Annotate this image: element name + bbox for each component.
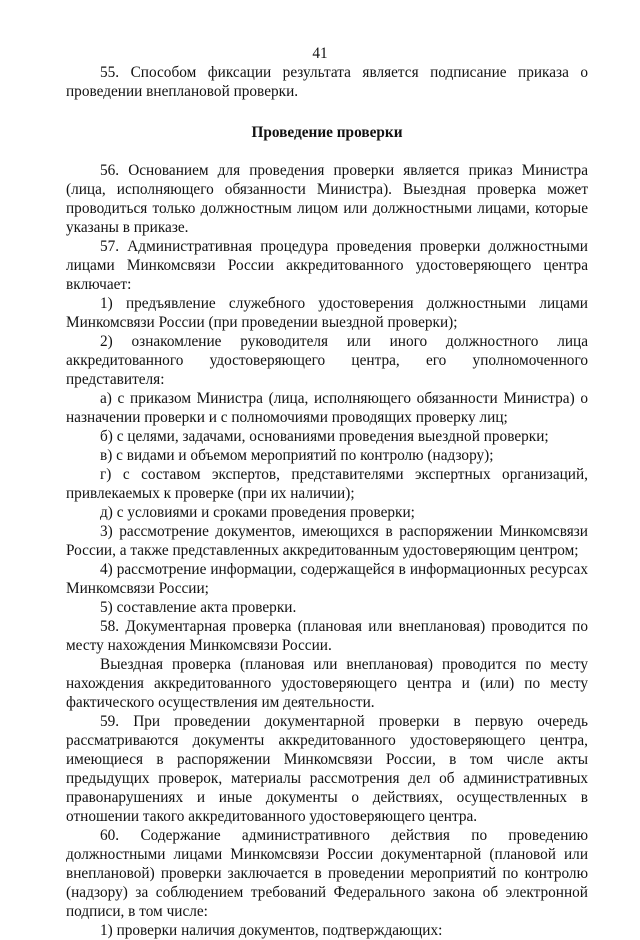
paragraph-58-onsite: Выездная проверка (плановая или внеплановая) проводится по месту нахождения аккредитованного удостоверяющего центра и (или) по месту фактического осуществления им деятельности.	[66, 656, 588, 711]
paragraph-59: 59. При проведении документарной проверки в первую очередь рассматриваются документы аккредитованного удостоверяющего центра, имеющиеся в распоряжении Минкомсвязи России, в том числе акты предыдущих проверок, материалы рассмотрения дел об административных правонарушениях и иные документы о действиях, осуществленных в отношении такого аккредитованного удостоверяющего центра.	[66, 713, 588, 825]
paragraph-56: 56. Основанием для проведения проверки является приказ Министра (лица, исполняющего обязанности Министра). Выездная проверка может проводиться только должностным лицом или должностными лицами, которые указаны в приказе.	[66, 162, 588, 236]
paragraph-57-item-2e: д) с условиями и сроками проведения проверки;	[100, 504, 415, 521]
paragraph-57-item-4: 4) рассмотрение информации, содержащейся в информационных ресурсах Минкомсвязи России;	[66, 561, 588, 597]
paragraph-57-item-2b: б) с целями, задачами, основаниями проведения выездной проверки;	[100, 428, 549, 445]
paragraph-57-item-5: 5) составление акта проверки.	[100, 599, 297, 616]
section-heading: Проведение проверки	[251, 124, 403, 141]
paragraph-57-item-2a: а) с приказом Министра (лица, исполняющего обязанности Министра) о назначении проверки и с полномочиями проводящих проверку лиц;	[66, 390, 588, 426]
paragraph-58: 58. Документарная проверка (плановая или внеплановая) проводится по месту нахождения Минкомсвязи России.	[66, 618, 588, 654]
paragraph-57-item-2c: в) с видами и объемом мероприятий по контролю (надзору);	[100, 447, 494, 464]
paragraph-57-item-1: 1) предъявление служебного удостоверения должностными лицами Минкомсвязи России (при проведении выездной проверки);	[66, 295, 588, 331]
paragraph-57-item-3: 3) рассмотрение документов, имеющихся в распоряжении Минкомсвязи России, а также представленных аккредитованным удостоверяющим центром;	[66, 523, 588, 559]
paragraph-57: 57. Административная процедура проведения проверки должностными лицами Минкомсвязи России аккредитованного удостоверяющего центра включает:	[66, 238, 588, 293]
paragraph-57-item-2d: г) с составом экспертов, представителями экспертных организаций, привлекаемых к проверке (при их наличии);	[66, 466, 588, 502]
paragraph-55: 55. Способом фиксации результата является подписание приказа о проведении внеплановой проверки.	[66, 64, 588, 100]
paragraph-60-item-1: 1) проверки наличия документов, подтверждающих:	[100, 922, 443, 939]
document-body	[66, 63, 588, 940]
page-number: 41	[312, 45, 328, 62]
paragraph-57-item-2: 2) ознакомление руководителя или иного должностного лица аккредитованного удостоверяющего центра, его уполномоченного представителя:	[66, 333, 588, 388]
paragraph-60: 60. Содержание административного действия по проведению должностными лицами Минкомсвязи России документарной (плановой или внеплановой) проверки заключается в проведении мероприятий по контролю (надзору) за соблюдением требований Федерального закона об электронной подписи, в том числе:	[66, 827, 588, 920]
